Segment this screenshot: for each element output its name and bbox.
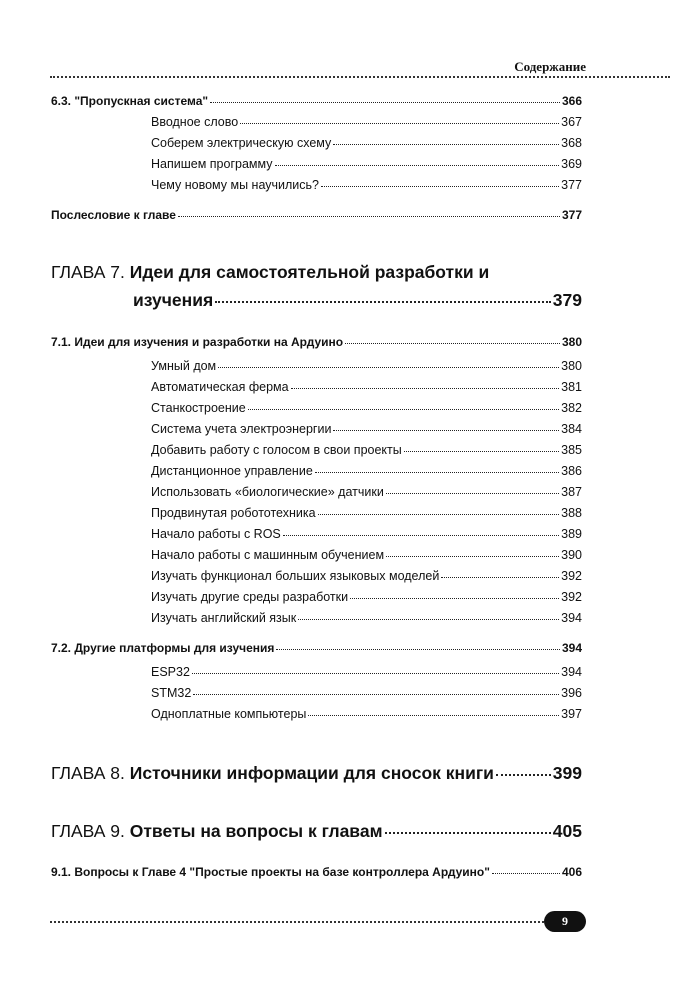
toc-entry-page: 380 <box>561 359 582 373</box>
toc-entry-title: 7.2. Другие платформы для изучения <box>51 641 275 655</box>
page-number-badge: 9 <box>544 911 586 932</box>
toc-afterword[interactable] <box>51 208 582 222</box>
toc-entry-title: ESP32 <box>151 665 190 679</box>
toc-subentry[interactable] <box>151 527 582 541</box>
toc-entry-page: 389 <box>561 527 582 541</box>
toc-entry-page: 399 <box>552 763 582 783</box>
dot-leader <box>276 649 560 650</box>
toc-entry-page: 366 <box>561 94 582 108</box>
toc-entry-page: 379 <box>552 290 582 310</box>
toc-entry-title: Добавить работу с голосом в свои проекты <box>151 443 402 457</box>
dot-leader <box>283 535 559 536</box>
footer-divider <box>50 921 544 923</box>
toc-entry-page: 394 <box>561 611 582 625</box>
chapter-title: Ответы на вопросы к главам <box>129 821 383 841</box>
dot-leader <box>333 430 559 431</box>
toc-entry-title: Использовать «биологические» датчики <box>151 485 384 499</box>
toc-entry-title: Изучать английский язык <box>151 611 297 625</box>
toc-subentry[interactable] <box>151 485 582 499</box>
toc-entry-page: 397 <box>561 707 582 721</box>
toc-entry-page: 396 <box>561 686 582 700</box>
dot-leader <box>496 774 551 776</box>
toc-entry-title: Послесловие к главе <box>51 208 176 222</box>
toc-subentry[interactable] <box>151 359 582 373</box>
toc-entry-title: Напишем программу <box>151 157 273 171</box>
toc-entry-page: 381 <box>561 380 582 394</box>
toc-subentry[interactable] <box>151 506 582 520</box>
toc-entry-title: Чему новому мы научились? <box>151 178 320 192</box>
toc-subentry[interactable] <box>151 548 582 562</box>
dot-leader <box>240 123 559 124</box>
toc-entry-page: 386 <box>561 464 582 478</box>
dot-leader <box>321 186 559 187</box>
toc-subentry[interactable] <box>151 157 582 171</box>
toc-entry-page: 392 <box>561 590 582 604</box>
toc-entry-title: Система учета электроэнергии <box>151 422 332 436</box>
toc-entry-title: Изучать функционал больших языковых моделей <box>151 569 440 583</box>
toc-subentry[interactable] <box>151 380 582 394</box>
dot-leader <box>193 694 559 695</box>
header-divider <box>50 76 670 78</box>
toc-entry-page: 382 <box>561 401 582 415</box>
toc-entry-title: Автоматическая ферма <box>151 380 289 394</box>
toc-entry-title: Станкостроение <box>151 401 246 415</box>
toc-entry-page: 394 <box>561 641 582 655</box>
dot-leader <box>318 514 560 515</box>
dot-leader <box>441 577 559 578</box>
dot-leader <box>248 409 559 410</box>
dot-leader <box>492 873 560 874</box>
toc-entry-page: 388 <box>561 506 582 520</box>
toc-entry-page: 392 <box>561 569 582 583</box>
toc-subentry[interactable] <box>151 686 582 700</box>
toc-section-7-1[interactable] <box>51 335 582 349</box>
toc-entry-page: 368 <box>561 136 582 150</box>
toc-subentry[interactable] <box>151 611 582 625</box>
chapter-heading <box>51 763 494 784</box>
toc-chapter-8[interactable] <box>51 763 582 784</box>
toc-entry-page: 367 <box>561 115 582 129</box>
chapter-title: Идеи для самостоятельной разработки и <box>129 262 490 282</box>
dot-leader <box>192 673 559 674</box>
toc-subentry[interactable] <box>151 464 582 478</box>
dot-leader <box>315 472 559 473</box>
toc-entry-title: Одноплатные компьютеры <box>151 707 307 721</box>
dot-leader <box>386 556 559 557</box>
toc-entry-title: Вводное слово <box>151 115 239 129</box>
toc-entry-title: 7.1. Идеи для изучения и разработки на Ардуино <box>51 335 344 349</box>
dot-leader <box>350 598 559 599</box>
toc-entry-title: STM32 <box>151 686 192 700</box>
dot-leader <box>308 715 559 716</box>
chapter-label: ГЛАВА 7. <box>51 262 125 282</box>
chapter-label: ГЛАВА 8. <box>51 763 125 783</box>
toc-entry-page: 384 <box>561 422 582 436</box>
dot-leader <box>210 102 560 103</box>
toc-entry-page: 387 <box>561 485 582 499</box>
toc-section-9-1[interactable] <box>51 865 582 879</box>
toc-entry-title: Начало работы с ROS <box>151 527 281 541</box>
chapter-heading <box>51 262 489 283</box>
toc-entry-title: Соберем электрическую схему <box>151 136 332 150</box>
toc-entry-page: 406 <box>561 865 582 879</box>
toc-subentry[interactable] <box>151 115 582 129</box>
header-title: Содержание <box>514 59 586 74</box>
toc-entry-title: 9.1. Вопросы к Главе 4 "Простые проекты на базе контроллера Ардуино" <box>51 865 490 879</box>
toc-entry-title: Начало работы с машинным обучением <box>151 548 385 562</box>
toc-entry-page: 405 <box>552 821 582 841</box>
dot-leader <box>178 216 560 217</box>
toc-entry-title: Умный дом <box>151 359 217 373</box>
toc-section-6-3[interactable] <box>51 94 582 108</box>
toc-chapter-7-continued[interactable] <box>133 290 582 311</box>
dot-leader <box>218 367 559 368</box>
toc-entry-page: 377 <box>561 178 582 192</box>
toc-entry-page: 394 <box>561 665 582 679</box>
toc-subentry[interactable] <box>151 665 582 679</box>
toc-subentry[interactable] <box>151 569 582 583</box>
toc-subentry[interactable] <box>151 422 582 436</box>
toc-entry-page: 377 <box>561 208 582 222</box>
dot-leader <box>333 144 559 145</box>
dot-leader <box>298 619 559 620</box>
toc-entry-page: 369 <box>561 157 582 171</box>
toc-chapter-7[interactable] <box>51 262 582 283</box>
dot-leader <box>345 343 560 344</box>
toc-entry-page: 390 <box>561 548 582 562</box>
toc-section-7-2[interactable] <box>51 641 582 655</box>
dot-leader <box>404 451 559 452</box>
toc-subentry[interactable] <box>151 590 582 604</box>
dot-leader <box>275 165 560 166</box>
dot-leader <box>215 301 551 303</box>
toc-entry-page: 385 <box>561 443 582 457</box>
dot-leader <box>386 493 559 494</box>
toc-entry-page: 380 <box>561 335 582 349</box>
chapter-label: ГЛАВА 9. <box>51 821 125 841</box>
dot-leader <box>291 388 560 389</box>
toc-subentry[interactable] <box>151 178 582 192</box>
toc-entry-title: Изучать другие среды разработки <box>151 590 349 604</box>
toc-entry-title: Дистанционное управление <box>151 464 313 478</box>
toc-entry-title: 6.3. "Пропускная система" <box>51 94 209 108</box>
toc-chapter-9[interactable] <box>51 821 582 842</box>
chapter-title-continued: изучения <box>133 290 214 310</box>
toc-subentry[interactable] <box>151 707 582 721</box>
toc-subentry[interactable] <box>151 401 582 415</box>
toc-subentry[interactable] <box>151 443 582 457</box>
toc-subentry[interactable] <box>151 136 582 150</box>
dot-leader <box>385 832 551 834</box>
toc-entry-title: Продвинутая робототехника <box>151 506 316 520</box>
chapter-title: Источники информации для сносок книги <box>129 763 494 783</box>
chapter-heading <box>51 821 383 842</box>
